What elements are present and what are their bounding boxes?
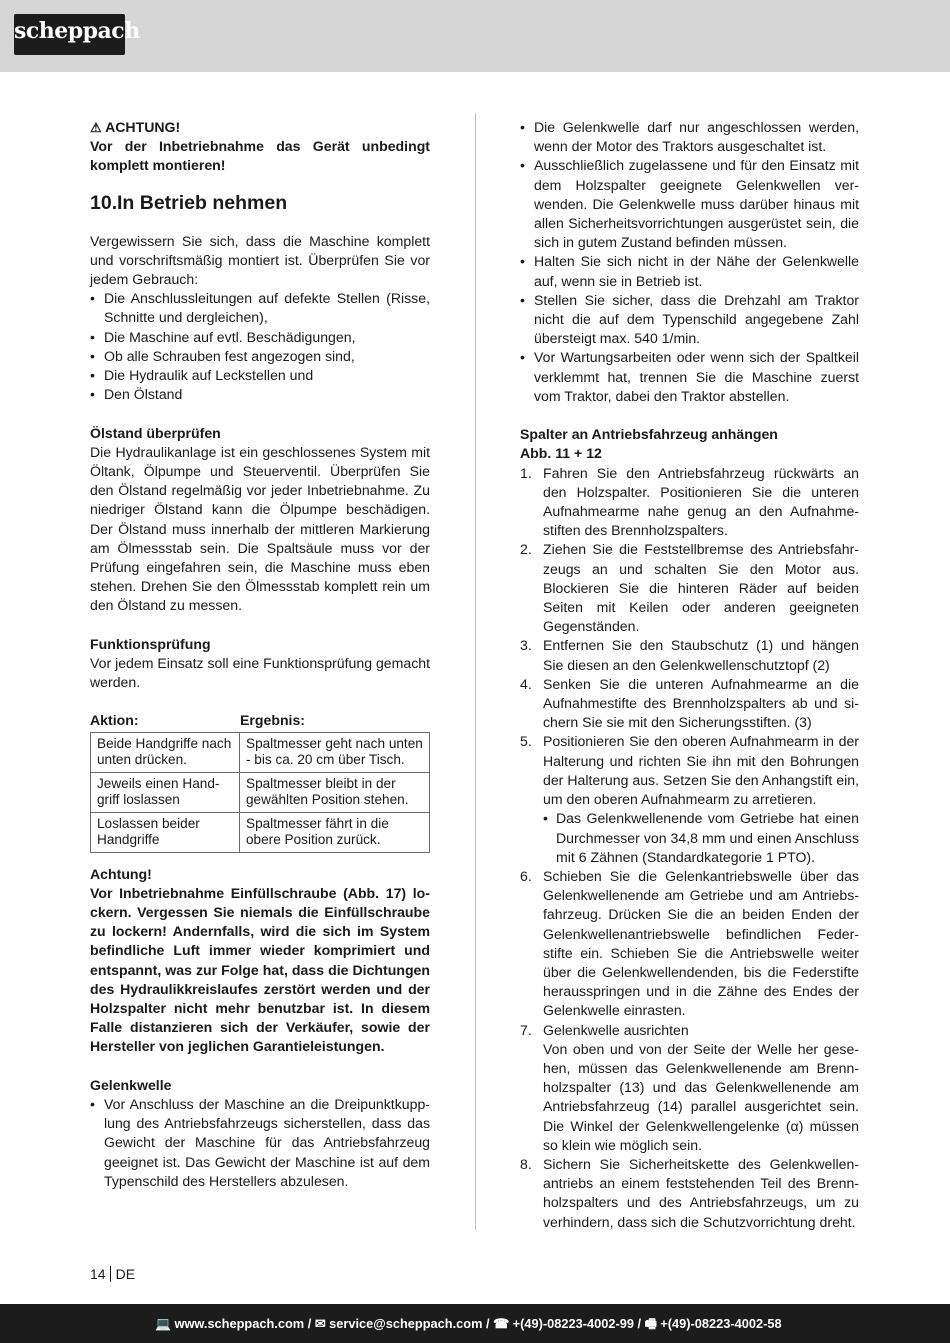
table-col-action: Aktion:: [90, 712, 139, 729]
step-text: Ziehen Sie die Feststellbremse des Antriebsfahrzeugs an und schalten Sie den Motor aus. Blockieren Sie die hinteren Räder auf beiden Seiten mit Keilen oder anderen geeigneten Gegenständen.: [543, 541, 859, 635]
step-text: Sichern Sie Sicherheitskette des Gelenkwellenantriebs an einem feststehenden Teil des Brennholzspalters und des Antriebsfahrzeugs, um zu verhindern, dass sich die Schutzvorrichtung dreht.: [543, 1155, 859, 1230]
warning-triangle-icon: ⚠: [90, 120, 102, 135]
list-item: • Vor Wartungsarbeiten oder wenn sich der Spaltkeil verklemmt hat, trennen Sie die Maschine zuerst vom Traktor, dabei den Traktor abstellen.: [520, 348, 859, 406]
step-number: 2.: [520, 541, 532, 558]
list-item: • Die Anschlussleitungen auf defekte Stellen (Risse, Schnitte und dergleichen),: [90, 289, 430, 327]
footer-separator: /: [304, 1316, 315, 1331]
step-number: 6.: [520, 867, 532, 884]
warning-title: ACHTUNG!: [105, 119, 181, 135]
step-sublist: [543, 809, 859, 867]
section-heading: [90, 190, 430, 217]
computer-icon: 💻: [155, 1316, 171, 1331]
attention-heading: Achtung!: [90, 865, 152, 882]
shaft-list-left: [90, 1095, 430, 1191]
step-item: [520, 1021, 859, 1155]
table-header: [90, 711, 430, 730]
table-cell-action: Beide Handgriffe nach unten drücken.: [91, 732, 240, 772]
table-row: [91, 812, 430, 852]
list-item: • Den Ölstand: [90, 385, 430, 404]
shaft-list-right: [520, 118, 859, 406]
table-row: [91, 772, 430, 812]
sub-list-item: • Das Gelenkwellenende vom Getriebe hat einen Durchmesser von 34,8 mm und einen Anschluss mit 6 Zähnen (Standardkategorie 1 PTO).: [543, 809, 859, 867]
page-number-value: 14: [90, 1266, 106, 1282]
section-title: In Betrieb nehmen: [117, 191, 288, 214]
step-item: [520, 1155, 859, 1232]
brand-logo-text: scheppach: [14, 18, 140, 44]
table-cell-action: Jeweils einen Handgriff loslassen: [91, 772, 240, 812]
step-item: [520, 464, 859, 541]
header-band: [0, 0, 950, 72]
step-number: 7.: [520, 1021, 532, 1038]
step-item: [520, 540, 859, 636]
function-test-table: [90, 732, 430, 853]
list-item: • Vor Anschluss der Maschine an die Dreipunktkupplung des Antriebsfahrzeugs sicherstellen, dass das Gewicht der Maschine für das Antriebsfahrzeug geeignet ist. Das Gewicht der Maschine ist auf dem Typenschild des Herstellers abzulesen.: [90, 1095, 430, 1191]
page-language: DE: [115, 1266, 136, 1282]
warning-text: Vor der Inbetriebnahme das Gerät unbedingt komplett montieren!: [90, 138, 430, 174]
footer-email: service@scheppach.com: [329, 1316, 483, 1331]
brand-logo: [14, 14, 140, 55]
list-item: • Stellen Sie sicher, dass die Drehzahl am Traktor nicht die auf dem Typenschild angegebene Zahl übersteigt max. 540 1/min.: [520, 291, 859, 349]
list-item: • Halten Sie sich nicht in der Nähe der Gelenkwelle auf, wenn sie in Betrieb ist.: [520, 252, 859, 290]
footer-website: www.scheppach.com: [174, 1316, 305, 1331]
table-cell-result: Spaltmesser fährt in die obere Position zurück.: [240, 812, 430, 852]
step-number: 8.: [520, 1155, 532, 1172]
footer-contact: [0, 1315, 950, 1337]
hitch-figure-ref: Abb. 11 + 12: [520, 445, 602, 462]
table-cell-result: Spaltmesser geht nach unten - bis ca. 20 cm über Tisch.: [240, 732, 430, 772]
page-number-separator: [110, 1266, 111, 1282]
step-item: [520, 636, 859, 674]
function-test-heading: Funktionsprüfung: [90, 635, 211, 652]
list-item: • Ausschließlich zugelassene und für den Einsatz mit dem Holzspalter geeignete Gelenkwellen verwenden. Die Gelenkwelle muss darüber hinaus mit allen Sicherheitsvorrichtungen ausgerüstet sein, die sich in gutem Zustand befinden müssen.: [520, 156, 859, 252]
step-text: Positionieren Sie den oberen Aufnahmearm in der Halterung und richten Sie ihn mit den Bohrungen der Halterung aus. Setzen Sie den Anhangstift ein, um den oberen Aufnahmearm zu arretieren.: [543, 733, 859, 808]
step-text: Entfernen Sie den Staubschutz (1) und hängen Sie diesen an den Gelenkwellenschutztopf (2): [543, 637, 859, 673]
attention-paragraph: Vor Inbetriebnahme Einfüllschraube (Abb. 17) lockern. Vergessen Sie niemals die Einfüllschraube zu lockern! Andernfalls, wird die sich im System befindliche Luft immer wieder komprimiert und entspannt, was zur Folge hat, dass die Dichtungen des Hydraulikkreislaufes zerstört werden und der Holzspalter nicht mehr benutzbar ist. In diesem Falle distanzieren sich der Verkäufer, sowie der Hersteller von jeglichen Garantieleistungen.: [90, 884, 430, 1055]
shaft-heading: Gelenkwelle: [90, 1076, 172, 1093]
right-column: [520, 118, 859, 1232]
footer-separator: /: [482, 1316, 494, 1331]
list-item: • Ob alle Schrauben fest angezogen sind,: [90, 347, 430, 366]
step-text: Fahren Sie den Antriebsfahrzeug rückwärts an den Holzspalter. Positionieren Sie die unteren Aufnahmearme nahe genug an den Aufnahmestiften des Brennholzspalters.: [543, 464, 859, 539]
footer-fax: +(49)-08223-4002-58: [660, 1316, 782, 1331]
step-detail: Von oben und von der Seite der Welle her gesehen, müssen das Gelenkwellenende am Brennholzspalter (13) und das Gelenkwellenende am Antriebsfahrzeug (14) parallel ausgerichtet sein. Die Winkel der Gelenkwellengelenke (α) müssen so klein wie möglich sein.: [543, 1040, 859, 1153]
step-text: Senken Sie die unteren Aufnahmearme an die Aufnahmestifte des Brennholzspalters ab und sichern Sie sie mit den Sicherungsstiften. (3): [543, 675, 859, 731]
table-row: [91, 732, 430, 772]
step-number: 1.: [520, 464, 532, 481]
step-item: [520, 675, 859, 733]
left-column: [90, 118, 430, 1191]
fax-icon: 🖷: [644, 1316, 657, 1331]
step-item: [520, 732, 859, 866]
table-col-result: Ergebnis:: [240, 712, 305, 729]
list-item: • Die Maschine auf evtl. Beschädigungen,: [90, 328, 430, 347]
phone-icon: ☎: [493, 1316, 510, 1331]
step-item: [520, 867, 859, 1021]
column-divider: [475, 113, 476, 1230]
hitch-steps: [520, 464, 859, 1232]
footer-band: [0, 1304, 950, 1343]
warning-heading: [90, 118, 430, 137]
footer-separator: /: [633, 1316, 645, 1331]
step-text: Schieben Sie die Gelenkantriebswelle über das Gelenkwellenende am Getriebe und am Antriebsfahrzeug. Drücken Sie die an beiden Enden der Gelenkwellenantriebswelle befindlichen Federstifte ein. Schieben Sie die Antriebswelle weiter über die Gelenkwellendenden, bis die Federstifte herausspringen und in die Zähne des Endes der Gelenkwelle einrasten.: [543, 867, 859, 1019]
function-test-paragraph: Vor jedem Einsatz soll eine Funktionsprüfung gemacht werden.: [90, 655, 431, 691]
hitch-heading: Spalter an Antriebsfahrzeug anhängen: [520, 426, 778, 443]
table-cell-result: Spaltmesser bleibt in der gewählten Position stehen.: [240, 772, 430, 812]
list-item: • Die Hydraulik auf Leckstellen und: [90, 366, 430, 385]
page-number: [90, 1264, 135, 1284]
intro-paragraph: Vergewissern Sie sich, dass die Maschine komplett und vorschriftsmäßig montiert ist. Überprüfen Sie vor jedem Gebrauch:: [90, 232, 430, 288]
step-text: Gelenkwelle ausrichten: [543, 1021, 689, 1038]
oil-paragraph: Die Hydraulikanlage ist ein geschlossenes System mit Öltank, Ölpumpe und Steuerventil. Überprüfen Sie den Ölstand regelmäßig vor jeder Inbetriebnahme. Zu niedriger Ölstand kann die Ölpumpe beschädigen. Der Ölstand muss innerhalb der mittleren Markierung am Ölmessstab sein. Die Spaltsäule muss vor der Prüfung eingefahren sein, die Maschine muss eben stehen. Drehen Sie den Ölmessstab komplett rein um den Ölstand zu messen.: [90, 443, 430, 614]
step-number: 5.: [520, 733, 532, 750]
step-number: 4.: [520, 675, 532, 692]
mail-icon: ✉: [314, 1316, 326, 1331]
table-cell-action: Loslassen beider Handgriffe: [91, 812, 240, 852]
footer-phone: +(49)-08223-4002-99: [512, 1316, 634, 1331]
section-number: 10.: [90, 191, 118, 214]
oil-heading: Ölstand überprüfen: [90, 424, 221, 441]
check-list: [90, 289, 430, 404]
step-number: 3.: [520, 637, 532, 654]
list-item: • Die Gelenkwelle darf nur angeschlossen werden, wenn der Motor des Traktors ausgeschaltet ist.: [520, 118, 859, 156]
